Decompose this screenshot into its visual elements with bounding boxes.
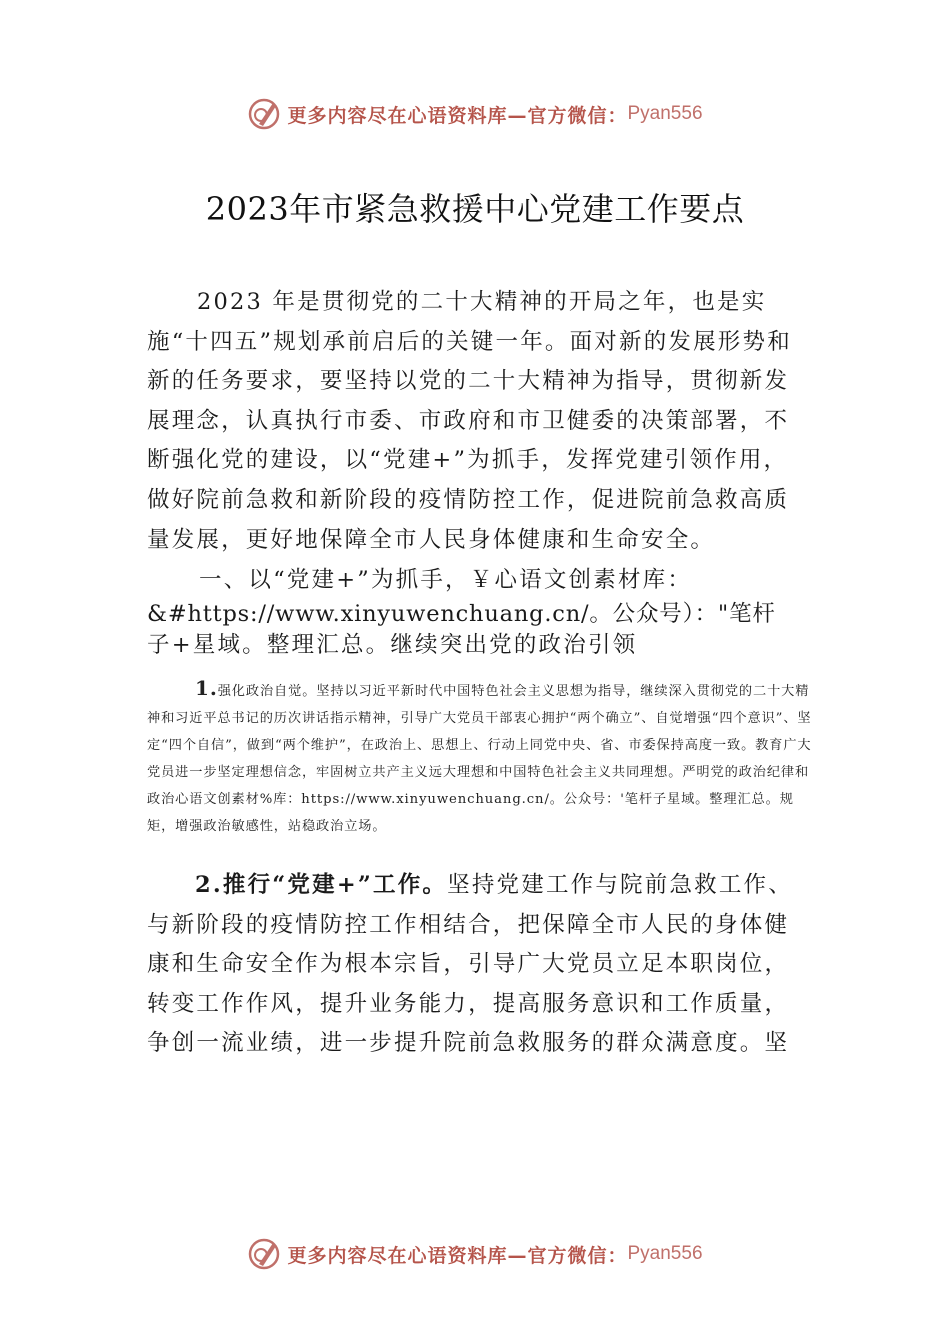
item2-text: 坚持党建工作与院前急救工作、与新阶段的疫情防控工作相结合，把保障全市人民的身体健康和生命安全作为根本宗旨，引导广大党员立足本职岗位， 转变工作作风，提升业务能力，提高服务意识和工作质量， 争创一流业绩，进一步提升院前急救服务的群众满意度。坚 bbox=[147, 872, 793, 1057]
item1-text: 强化政治自觉。坚持以习近平新时代中国特色社会主义思想为指导，继续深入贯彻党的二十大精神和习近平总书记的历次讲话指示精神，引导广大党员干部衷心拥护“两个确立”、自觉增强“四个意识”、坚定“四个自信”，做到“两个维护”，在政治上、思想上、行动上同党中央、省、市委保持高度一致。教育广大党员进一步坚定理想信念，牢固树立共产主义远大理想和中国特色社会主义共同理想。严明党的政治纪律和政治心语文创素材%库：https://www.xinyuwenchuang.cn/。公众号：'笔杆子星域。整理汇总。规矩，增强政治敏感性，站稳政治立场。 bbox=[147, 684, 812, 834]
page-title: 2023年市紧急救援中心党建工作要点 bbox=[205, 190, 745, 228]
item2-heading: 2.推行“党建+”工作。 bbox=[195, 872, 448, 898]
footer-banner bbox=[0, 1234, 950, 1274]
banner-text: 更多内容尽在心语资料库—官方微信： bbox=[287, 1244, 628, 1267]
header-banner bbox=[0, 94, 950, 134]
section1-line1: 一、以“党建+”为抓手，￥心语文创素材库： bbox=[199, 567, 693, 593]
banner-text: 更多内容尽在心语资料库—官方微信： bbox=[287, 104, 628, 127]
intro-paragraph: 2023 年是贯彻党的二十大精神的开局之年，也是实施“十四五”规划承前启后的关键一年。面对新的发展形势和新的任务要求，要坚持以党的二十大精神为指导，贯彻新发展理念，认真执行市委、市政府和市卫健委的决策部署，不断强化党的建设，以“党建+”为抓手，发挥党建引领作用，做好院前急救和新阶段的疫情防控工作，促进院前急救高质量发展，更好地保障全市人民身体健康和生命安全。 bbox=[147, 289, 792, 553]
section1-line3: 子+星域。整理汇总。继续突出党的政治引领 bbox=[147, 632, 638, 658]
pen-circle-logo-icon bbox=[247, 1237, 281, 1271]
section1-line2: &#https://www.xinyuwenchuang.cn/。公众号）："笔杆 bbox=[147, 601, 776, 627]
wechat-id: Pyan556 bbox=[627, 1243, 703, 1264]
wechat-id: Pyan556 bbox=[627, 103, 703, 124]
item2-paragraph bbox=[147, 866, 812, 1064]
item1-number: 1. bbox=[195, 676, 218, 700]
item1-paragraph bbox=[147, 675, 815, 840]
pen-circle-logo-icon bbox=[247, 97, 281, 131]
